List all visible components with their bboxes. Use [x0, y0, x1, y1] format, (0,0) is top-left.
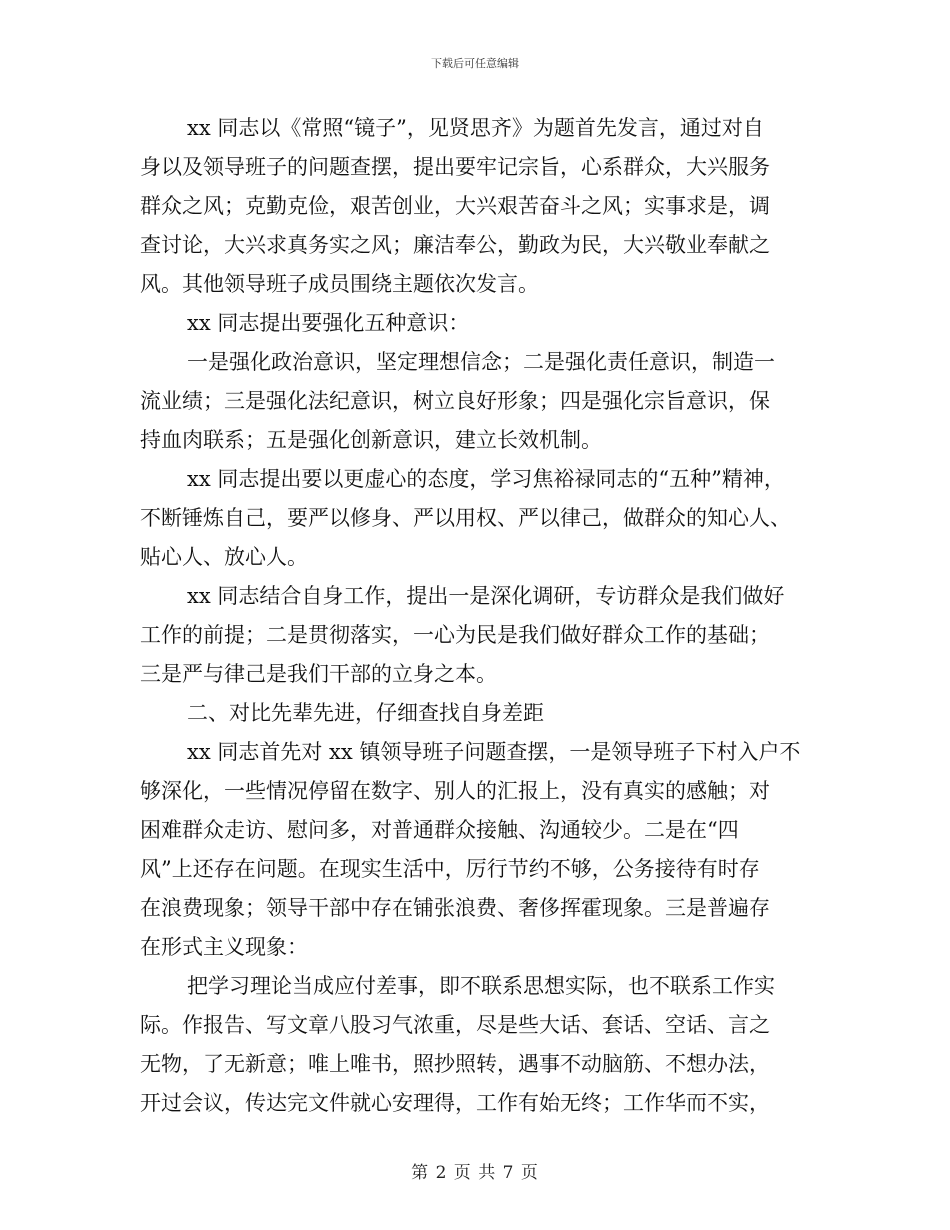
text-line: 三是严与律己是我们干部的立身之本。 [140, 662, 497, 686]
page-number-footer: 第 2 页 共 7 页 [411, 1163, 539, 1183]
text-line: 无物，了无新意；唯上唯书，照抄照转，遇事不动脑筋、不想办法， [140, 1052, 770, 1076]
text-line: 际。作报告、写文章八股习气浓重，尽是些大话、套话、空话、言之 [140, 1013, 770, 1037]
text-line: 贴心人、放心人。 [140, 545, 308, 569]
text-line: 工作的前提；二是贯彻落实，一心为民是我们做好群众工作的基础； [140, 623, 770, 647]
text-line: 开过会议，传达完文件就心安理得，工作有始无终；工作华而不实， [140, 1091, 770, 1115]
text-line: 困难群众走访、慰问多，对普通群众接触、沟通较少。二是在“四 [140, 818, 739, 842]
text-line: 在浪费现象；领导干部中存在铺张浪费、奢侈挥霍现象。三是普遍存 [140, 896, 770, 920]
header-note: 下载后可任意编辑 [431, 57, 519, 70]
text-line: 持血肉联系；五是强化创新意识，建立长效机制。 [140, 428, 602, 452]
text-line: 查讨论，大兴求真务实之风；廉洁奉公，勤政为民，大兴敬业奉献之 [140, 233, 770, 257]
text-line: xx 同志以《常照“镜子”，见贤思齐》为题首先发言，通过对自 [187, 116, 764, 140]
section-heading: 二、对比先辈先进，仔细查找自身差距 [187, 701, 544, 725]
text-line: 流业绩；三是强化法纪意识，树立良好形象；四是强化宗旨意识，保 [140, 389, 770, 413]
text-line: xx 同志提出要以更虚心的态度，学习焦裕禄同志的“五种”精神， [187, 467, 785, 491]
text-line: 不断锤炼自己，要严以修身、严以用权、严以律己，做群众的知心人、 [140, 506, 791, 530]
text-line: xx 同志结合自身工作，提出一是深化调研，专访群众是我们做好 [187, 584, 785, 608]
text-line: 风”上还存在问题。在现实生活中，厉行节约不够，公务接待有时存 [140, 857, 760, 881]
text-line: 把学习理论当成应付差事，即不联系思想实际，也不联系工作实 [187, 974, 775, 998]
text-line: 身以及领导班子的问题查摆，提出要牢记宗旨，心系群众，大兴服务 [140, 155, 770, 179]
text-line: 风。其他领导班子成员围绕主题依次发言。 [140, 272, 539, 296]
text-line: 在形式主义现象： [140, 935, 308, 959]
text-line: xx 同志首先对 xx 镇领导班子问题查摆，一是领导班子下村入户不 [187, 740, 801, 764]
text-line: 够深化，一些情况停留在数字、别人的汇报上，没有真实的感触；对 [140, 779, 770, 803]
text-line: xx 同志提出要强化五种意识： [187, 311, 470, 335]
text-line: 群众之风；克勤克俭，艰苦创业，大兴艰苦奋斗之风；实事求是，调 [140, 194, 770, 218]
text-line: 一是强化政治意识，坚定理想信念；二是强化责任意识，制造一 [187, 350, 775, 374]
